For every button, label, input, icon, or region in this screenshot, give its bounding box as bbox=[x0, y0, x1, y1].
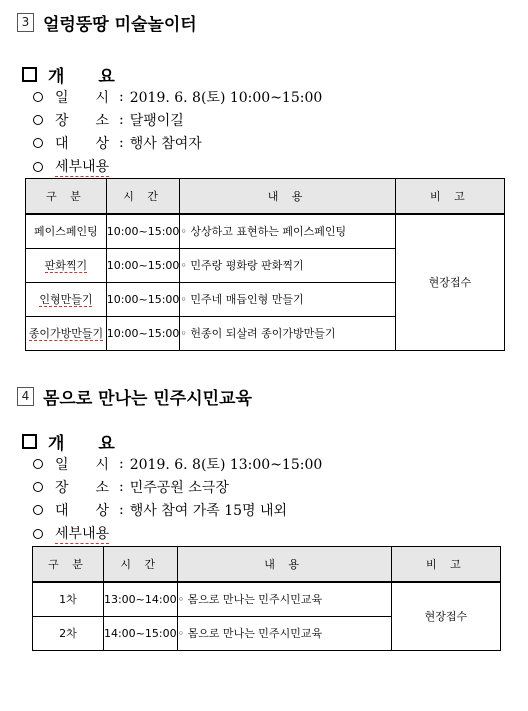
bullet-label: 대 상 bbox=[55, 136, 109, 152]
table-row bbox=[33, 582, 501, 616]
bullet-circle-icon bbox=[33, 92, 43, 102]
cell-note: 현장접수 bbox=[391, 582, 500, 650]
bullet-value: 행사 참여자 bbox=[129, 136, 202, 152]
section4-overview-heading bbox=[22, 429, 129, 454]
bullet-value: 2019. 6. 8(토) 10:00~15:00 bbox=[129, 90, 323, 106]
cell-content: ◦ 몸으로 만나는 민주시민교육 bbox=[177, 582, 391, 616]
header-note: 비 고 bbox=[391, 547, 500, 583]
section4-bullet-date: 일 시 : 2019. 6. 8(토) 13:00~15:00 bbox=[33, 454, 322, 474]
section3-table bbox=[25, 178, 505, 351]
cell-category: 판화찍기 bbox=[26, 248, 107, 282]
table-row bbox=[26, 214, 505, 248]
header-note: 비 고 bbox=[395, 179, 504, 215]
bullet-circle-icon bbox=[33, 138, 43, 148]
cell-content: ◦ 헌종이 되살려 종이가방만들기 bbox=[180, 316, 395, 350]
bullet-value: 행사 참여 가족 15명 내외 bbox=[129, 503, 288, 519]
section3-bullet-place: 장 소 : 달팽이길 bbox=[33, 110, 184, 130]
bullet-label: 대 상 bbox=[55, 503, 109, 519]
cell-note: 현장접수 bbox=[395, 214, 504, 350]
bullet-circle-icon bbox=[33, 459, 43, 469]
cell-time: 10:00~15:00 bbox=[106, 248, 180, 282]
checkbox-square-icon bbox=[22, 67, 37, 82]
section4-table bbox=[32, 546, 501, 651]
section3-bullet-target: 대 상 : 행사 참여자 bbox=[33, 133, 202, 153]
header-content: 내 용 bbox=[180, 179, 395, 215]
cell-time: 14:00~15:00 bbox=[103, 616, 177, 650]
section3-title bbox=[17, 10, 197, 35]
bullet-label: 일 시 bbox=[55, 457, 109, 473]
cell-time: 10:00~15:00 bbox=[106, 282, 180, 316]
cell-category: 페이스페인팅 bbox=[26, 214, 107, 248]
header-time: 시 간 bbox=[106, 179, 180, 215]
bullet-value: 달팽이길 bbox=[129, 113, 184, 129]
section3-number: 3 bbox=[17, 13, 34, 32]
bullet-value: 민주공원 소극장 bbox=[129, 480, 229, 496]
table-header-row bbox=[33, 547, 501, 583]
section4-number: 4 bbox=[17, 387, 34, 406]
bullet-circle-icon bbox=[33, 482, 43, 492]
cell-category: 인형만들기 bbox=[26, 282, 107, 316]
cell-content: ◦ 민주네 매듭인형 만들기 bbox=[180, 282, 395, 316]
header-content: 내 용 bbox=[177, 547, 391, 583]
section4-title-text: 몸으로 만나는 민주시민교육 bbox=[43, 389, 252, 409]
bullet-label: 세부내용 bbox=[55, 156, 109, 177]
cell-category: 2차 bbox=[33, 616, 104, 650]
cell-category: 종이가방만들기 bbox=[26, 316, 107, 350]
table-header-row bbox=[26, 179, 505, 215]
header-category: 구 분 bbox=[26, 179, 107, 215]
bullet-label: 세부내용 bbox=[55, 523, 109, 544]
bullet-label: 장 소 bbox=[55, 480, 109, 496]
cell-time: 10:00~15:00 bbox=[106, 316, 180, 350]
section4-title bbox=[17, 384, 252, 409]
checkbox-square-icon bbox=[22, 434, 37, 449]
cell-time: 13:00~14:00 bbox=[103, 582, 177, 616]
bullet-circle-icon bbox=[33, 115, 43, 125]
section4-bullet-details bbox=[33, 523, 109, 544]
bullet-label: 일 시 bbox=[55, 90, 109, 106]
section4-bullet-place: 장 소 : 민주공원 소극장 bbox=[33, 477, 229, 497]
header-time: 시 간 bbox=[103, 547, 177, 583]
cell-time: 10:00~15:00 bbox=[106, 214, 180, 248]
cell-category: 1차 bbox=[33, 582, 104, 616]
section4-bullet-target: 대 상 : 행사 참여 가족 15명 내외 bbox=[33, 500, 287, 520]
bullet-value: 2019. 6. 8(토) 13:00~15:00 bbox=[129, 457, 323, 473]
section3-bullet-date: 일 시 : 2019. 6. 8(토) 10:00~15:00 bbox=[33, 87, 322, 107]
section3-bullet-details bbox=[33, 156, 109, 177]
bullet-circle-icon bbox=[33, 529, 43, 539]
cell-content: ◦ 몸으로 만나는 민주시민교육 bbox=[177, 616, 391, 650]
section3-overview-heading bbox=[22, 62, 129, 87]
bullet-circle-icon bbox=[33, 505, 43, 515]
bullet-circle-icon bbox=[33, 162, 43, 172]
section4-overview-text: 개 요 bbox=[48, 434, 129, 454]
bullet-label: 장 소 bbox=[55, 113, 109, 129]
section3-overview-text: 개 요 bbox=[48, 67, 129, 87]
section3-title-text: 얼렁뚱땅 미술놀이터 bbox=[43, 15, 197, 35]
cell-content: ◦ 민주랑 평화랑 판화찍기 bbox=[180, 248, 395, 282]
cell-content: ◦ 상상하고 표현하는 페이스페인팅 bbox=[180, 214, 395, 248]
header-category: 구 분 bbox=[33, 547, 104, 583]
